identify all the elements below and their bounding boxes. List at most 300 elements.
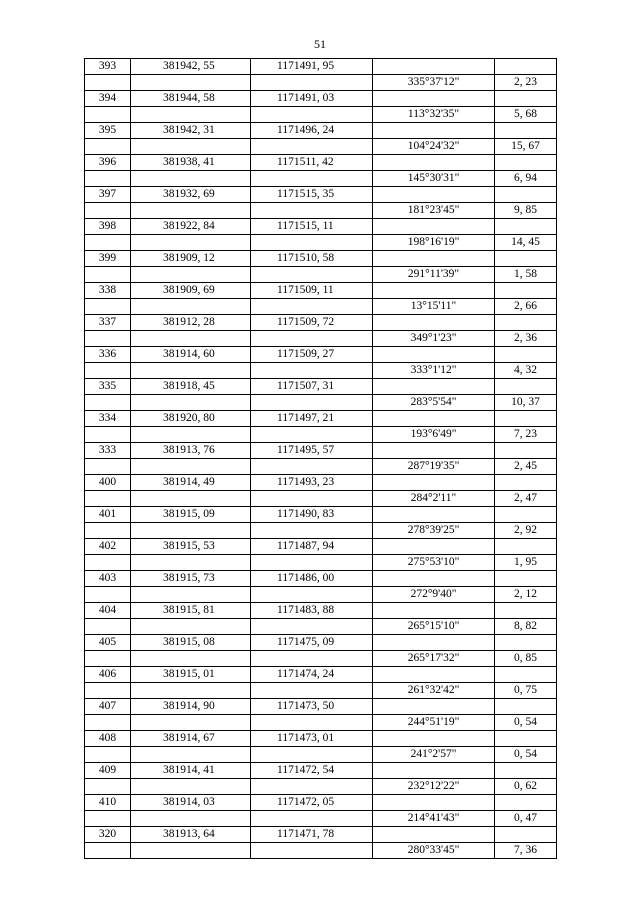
- direction-angle: 13°15'11": [373, 299, 495, 315]
- empty-cell: [85, 523, 131, 539]
- empty-cell: [495, 699, 557, 715]
- segment-length: 6, 94: [495, 171, 557, 187]
- coordinate-x: 381914, 41: [131, 763, 251, 779]
- empty-cell: [131, 555, 251, 571]
- empty-cell: [373, 379, 495, 395]
- coordinate-y: 1171509, 72: [251, 315, 373, 331]
- empty-cell: [131, 491, 251, 507]
- point-number: 401: [85, 507, 131, 523]
- direction-angle: 261°32'42": [373, 683, 495, 699]
- segment-row: [85, 203, 557, 219]
- segment-row: [85, 75, 557, 91]
- direction-angle: 280°33'45": [373, 843, 495, 859]
- segment-row: [85, 683, 557, 699]
- coordinate-y: 1171515, 35: [251, 187, 373, 203]
- empty-cell: [131, 395, 251, 411]
- empty-cell: [373, 763, 495, 779]
- empty-cell: [251, 235, 373, 251]
- coordinate-x: 381918, 45: [131, 379, 251, 395]
- segment-length: 10, 37: [495, 395, 557, 411]
- empty-cell: [373, 187, 495, 203]
- point-row: [85, 155, 557, 171]
- empty-cell: [373, 59, 495, 75]
- direction-angle: 104°24'32": [373, 139, 495, 155]
- empty-cell: [373, 155, 495, 171]
- empty-cell: [495, 379, 557, 395]
- segment-row: [85, 491, 557, 507]
- coordinate-x: 381912, 28: [131, 315, 251, 331]
- empty-cell: [85, 619, 131, 635]
- point-row: [85, 635, 557, 651]
- empty-cell: [495, 571, 557, 587]
- empty-cell: [495, 155, 557, 171]
- segment-row: [85, 395, 557, 411]
- empty-cell: [131, 619, 251, 635]
- empty-cell: [373, 443, 495, 459]
- empty-cell: [251, 843, 373, 859]
- direction-angle: 265°17'32": [373, 651, 495, 667]
- coordinate-x: 381914, 03: [131, 795, 251, 811]
- segment-length: 9, 85: [495, 203, 557, 219]
- coordinate-x: 381914, 60: [131, 347, 251, 363]
- segment-length: 1, 95: [495, 555, 557, 571]
- point-row: [85, 667, 557, 683]
- point-number: 409: [85, 763, 131, 779]
- empty-cell: [495, 347, 557, 363]
- empty-cell: [131, 843, 251, 859]
- empty-cell: [85, 203, 131, 219]
- coordinate-x: 381914, 90: [131, 699, 251, 715]
- empty-cell: [131, 587, 251, 603]
- empty-cell: [85, 683, 131, 699]
- coordinates-table: [84, 58, 557, 859]
- segment-row: [85, 427, 557, 443]
- segment-row: [85, 555, 557, 571]
- direction-angle: 241°2'57": [373, 747, 495, 763]
- segment-row: [85, 747, 557, 763]
- point-row: [85, 251, 557, 267]
- point-row: [85, 827, 557, 843]
- empty-cell: [251, 811, 373, 827]
- empty-cell: [373, 539, 495, 555]
- empty-cell: [85, 75, 131, 91]
- empty-cell: [251, 715, 373, 731]
- coordinate-y: 1171509, 11: [251, 283, 373, 299]
- empty-cell: [85, 747, 131, 763]
- empty-cell: [131, 523, 251, 539]
- segment-row: [85, 171, 557, 187]
- segment-row: [85, 619, 557, 635]
- coordinates-table-body: [85, 59, 557, 859]
- segment-length: 15, 67: [495, 139, 557, 155]
- coordinate-x: 381914, 67: [131, 731, 251, 747]
- empty-cell: [373, 219, 495, 235]
- coordinate-x: 381915, 81: [131, 603, 251, 619]
- coordinate-y: 1171473, 50: [251, 699, 373, 715]
- empty-cell: [85, 491, 131, 507]
- empty-cell: [373, 283, 495, 299]
- direction-angle: 244°51'19": [373, 715, 495, 731]
- empty-cell: [495, 443, 557, 459]
- direction-angle: 284°2'11": [373, 491, 495, 507]
- segment-length: 4, 32: [495, 363, 557, 379]
- empty-cell: [131, 331, 251, 347]
- point-number: 405: [85, 635, 131, 651]
- point-number: 410: [85, 795, 131, 811]
- coordinate-x: 381909, 12: [131, 251, 251, 267]
- point-row: [85, 411, 557, 427]
- empty-cell: [85, 779, 131, 795]
- segment-length: 2, 23: [495, 75, 557, 91]
- segment-length: 1, 58: [495, 267, 557, 283]
- empty-cell: [251, 75, 373, 91]
- coordinate-y: 1171491, 95: [251, 59, 373, 75]
- empty-cell: [85, 107, 131, 123]
- empty-cell: [85, 331, 131, 347]
- empty-cell: [251, 459, 373, 475]
- empty-cell: [85, 299, 131, 315]
- empty-cell: [85, 139, 131, 155]
- point-row: [85, 187, 557, 203]
- empty-cell: [251, 171, 373, 187]
- empty-cell: [495, 59, 557, 75]
- empty-cell: [85, 587, 131, 603]
- coordinate-x: 381944, 58: [131, 91, 251, 107]
- point-number: 399: [85, 251, 131, 267]
- point-row: [85, 795, 557, 811]
- direction-angle: 113°32'35": [373, 107, 495, 123]
- coordinate-y: 1171493, 23: [251, 475, 373, 491]
- point-row: [85, 699, 557, 715]
- point-number: 395: [85, 123, 131, 139]
- point-number: 394: [85, 91, 131, 107]
- empty-cell: [131, 139, 251, 155]
- segment-row: [85, 651, 557, 667]
- empty-cell: [131, 267, 251, 283]
- direction-angle: 287°19'35": [373, 459, 495, 475]
- empty-cell: [251, 619, 373, 635]
- empty-cell: [251, 139, 373, 155]
- empty-cell: [85, 555, 131, 571]
- empty-cell: [373, 347, 495, 363]
- segment-row: [85, 139, 557, 155]
- segment-length: 14, 45: [495, 235, 557, 251]
- empty-cell: [495, 507, 557, 523]
- empty-cell: [373, 411, 495, 427]
- empty-cell: [495, 283, 557, 299]
- empty-cell: [373, 571, 495, 587]
- empty-cell: [131, 747, 251, 763]
- coordinate-y: 1171473, 01: [251, 731, 373, 747]
- empty-cell: [251, 203, 373, 219]
- coordinate-y: 1171475, 09: [251, 635, 373, 651]
- empty-cell: [373, 507, 495, 523]
- empty-cell: [495, 123, 557, 139]
- empty-cell: [495, 667, 557, 683]
- empty-cell: [495, 219, 557, 235]
- point-row: [85, 763, 557, 779]
- empty-cell: [85, 843, 131, 859]
- segment-row: [85, 331, 557, 347]
- empty-cell: [131, 715, 251, 731]
- empty-cell: [131, 235, 251, 251]
- empty-cell: [251, 523, 373, 539]
- segment-length: 7, 23: [495, 427, 557, 443]
- segment-length: 7, 36: [495, 843, 557, 859]
- direction-angle: 145°30'31": [373, 171, 495, 187]
- direction-angle: 272°9'40": [373, 587, 495, 603]
- empty-cell: [495, 603, 557, 619]
- coordinate-y: 1171507, 31: [251, 379, 373, 395]
- coordinate-y: 1171495, 57: [251, 443, 373, 459]
- empty-cell: [251, 491, 373, 507]
- point-number: 403: [85, 571, 131, 587]
- empty-cell: [85, 171, 131, 187]
- point-row: [85, 731, 557, 747]
- empty-cell: [495, 475, 557, 491]
- segment-length: 0, 62: [495, 779, 557, 795]
- empty-cell: [131, 363, 251, 379]
- empty-cell: [85, 427, 131, 443]
- segment-length: 2, 66: [495, 299, 557, 315]
- empty-cell: [85, 811, 131, 827]
- segment-row: [85, 299, 557, 315]
- point-number: 396: [85, 155, 131, 171]
- point-row: [85, 443, 557, 459]
- segment-length: 2, 92: [495, 523, 557, 539]
- empty-cell: [495, 91, 557, 107]
- coordinate-x: 381920, 80: [131, 411, 251, 427]
- empty-cell: [131, 651, 251, 667]
- coordinate-y: 1171472, 54: [251, 763, 373, 779]
- point-number: 398: [85, 219, 131, 235]
- point-number: 336: [85, 347, 131, 363]
- segment-row: [85, 587, 557, 603]
- coordinate-x: 381938, 41: [131, 155, 251, 171]
- coordinate-x: 381915, 08: [131, 635, 251, 651]
- empty-cell: [251, 587, 373, 603]
- segment-length: 2, 47: [495, 491, 557, 507]
- point-number: 397: [85, 187, 131, 203]
- empty-cell: [131, 107, 251, 123]
- point-number: 393: [85, 59, 131, 75]
- empty-cell: [373, 603, 495, 619]
- empty-cell: [85, 715, 131, 731]
- empty-cell: [495, 795, 557, 811]
- empty-cell: [251, 683, 373, 699]
- empty-cell: [251, 395, 373, 411]
- empty-cell: [251, 299, 373, 315]
- point-number: 333: [85, 443, 131, 459]
- empty-cell: [495, 411, 557, 427]
- empty-cell: [251, 555, 373, 571]
- coordinate-x: 381909, 69: [131, 283, 251, 299]
- coordinate-x: 381915, 01: [131, 667, 251, 683]
- empty-cell: [85, 267, 131, 283]
- empty-cell: [251, 107, 373, 123]
- empty-cell: [85, 395, 131, 411]
- segment-length: 2, 36: [495, 331, 557, 347]
- direction-angle: 193°6'49": [373, 427, 495, 443]
- empty-cell: [131, 779, 251, 795]
- point-number: 320: [85, 827, 131, 843]
- empty-cell: [495, 731, 557, 747]
- empty-cell: [131, 203, 251, 219]
- coordinate-y: 1171486, 00: [251, 571, 373, 587]
- point-row: [85, 571, 557, 587]
- point-row: [85, 603, 557, 619]
- direction-angle: 333°1'12": [373, 363, 495, 379]
- point-row: [85, 475, 557, 491]
- direction-angle: 278°39'25": [373, 523, 495, 539]
- direction-angle: 275°53'10": [373, 555, 495, 571]
- coordinate-x: 381913, 64: [131, 827, 251, 843]
- point-number: 334: [85, 411, 131, 427]
- direction-angle: 291°11'39": [373, 267, 495, 283]
- coordinate-y: 1171483, 88: [251, 603, 373, 619]
- empty-cell: [373, 123, 495, 139]
- segment-row: [85, 715, 557, 731]
- direction-angle: 265°15'10": [373, 619, 495, 635]
- direction-angle: 283°5'54": [373, 395, 495, 411]
- coordinate-y: 1171487, 94: [251, 539, 373, 555]
- segment-length: 0, 47: [495, 811, 557, 827]
- empty-cell: [131, 459, 251, 475]
- empty-cell: [373, 91, 495, 107]
- empty-cell: [373, 315, 495, 331]
- point-row: [85, 91, 557, 107]
- coordinate-y: 1171515, 11: [251, 219, 373, 235]
- point-row: [85, 59, 557, 75]
- empty-cell: [373, 251, 495, 267]
- coordinate-y: 1171497, 21: [251, 411, 373, 427]
- coordinate-x: 381942, 31: [131, 123, 251, 139]
- point-row: [85, 539, 557, 555]
- point-row: [85, 347, 557, 363]
- empty-cell: [251, 363, 373, 379]
- empty-cell: [373, 667, 495, 683]
- empty-cell: [495, 187, 557, 203]
- empty-cell: [251, 651, 373, 667]
- empty-cell: [85, 235, 131, 251]
- empty-cell: [85, 651, 131, 667]
- coordinate-x: 381915, 53: [131, 539, 251, 555]
- segment-row: [85, 523, 557, 539]
- empty-cell: [495, 315, 557, 331]
- empty-cell: [251, 779, 373, 795]
- segment-length: 2, 45: [495, 459, 557, 475]
- segment-length: 0, 85: [495, 651, 557, 667]
- empty-cell: [131, 299, 251, 315]
- point-row: [85, 379, 557, 395]
- direction-angle: 198°16'19": [373, 235, 495, 251]
- segment-row: [85, 811, 557, 827]
- coordinate-x: 381913, 76: [131, 443, 251, 459]
- coordinate-x: 381942, 55: [131, 59, 251, 75]
- empty-cell: [373, 827, 495, 843]
- empty-cell: [495, 763, 557, 779]
- coordinate-y: 1171510, 58: [251, 251, 373, 267]
- empty-cell: [131, 683, 251, 699]
- segment-length: 2, 12: [495, 587, 557, 603]
- empty-cell: [251, 331, 373, 347]
- empty-cell: [373, 731, 495, 747]
- segment-length: 8, 82: [495, 619, 557, 635]
- empty-cell: [373, 475, 495, 491]
- segment-row: [85, 363, 557, 379]
- empty-cell: [373, 635, 495, 651]
- coordinate-y: 1171491, 03: [251, 91, 373, 107]
- segment-row: [85, 459, 557, 475]
- direction-angle: 232°12'22": [373, 779, 495, 795]
- empty-cell: [495, 827, 557, 843]
- empty-cell: [495, 251, 557, 267]
- page-number: 51: [314, 37, 326, 51]
- empty-cell: [373, 795, 495, 811]
- coordinate-y: 1171511, 42: [251, 155, 373, 171]
- point-number: 402: [85, 539, 131, 555]
- coordinate-x: 381932, 69: [131, 187, 251, 203]
- empty-cell: [373, 699, 495, 715]
- coordinate-x: 381915, 73: [131, 571, 251, 587]
- point-number: 335: [85, 379, 131, 395]
- empty-cell: [85, 459, 131, 475]
- coordinate-y: 1171471, 78: [251, 827, 373, 843]
- coordinate-y: 1171472, 05: [251, 795, 373, 811]
- point-number: 337: [85, 315, 131, 331]
- empty-cell: [131, 171, 251, 187]
- direction-angle: 181°23'45": [373, 203, 495, 219]
- point-number: 404: [85, 603, 131, 619]
- coordinate-y: 1171509, 27: [251, 347, 373, 363]
- empty-cell: [251, 747, 373, 763]
- point-number: 407: [85, 699, 131, 715]
- empty-cell: [85, 363, 131, 379]
- empty-cell: [495, 635, 557, 651]
- coordinate-y: 1171496, 24: [251, 123, 373, 139]
- empty-cell: [495, 539, 557, 555]
- segment-row: [85, 267, 557, 283]
- direction-angle: 214°41'43": [373, 811, 495, 827]
- segment-row: [85, 107, 557, 123]
- segment-row: [85, 235, 557, 251]
- direction-angle: 349°1'23": [373, 331, 495, 347]
- point-row: [85, 283, 557, 299]
- coordinate-x: 381915, 09: [131, 507, 251, 523]
- empty-cell: [251, 427, 373, 443]
- coordinate-y: 1171490, 83: [251, 507, 373, 523]
- point-row: [85, 219, 557, 235]
- empty-cell: [131, 75, 251, 91]
- point-row: [85, 507, 557, 523]
- point-number: 400: [85, 475, 131, 491]
- point-row: [85, 123, 557, 139]
- coordinate-x: 381922, 84: [131, 219, 251, 235]
- segment-row: [85, 843, 557, 859]
- direction-angle: 335°37'12": [373, 75, 495, 91]
- segment-length: 0, 54: [495, 715, 557, 731]
- segment-length: 0, 75: [495, 683, 557, 699]
- empty-cell: [131, 427, 251, 443]
- point-row: [85, 315, 557, 331]
- point-number: 338: [85, 283, 131, 299]
- empty-cell: [131, 811, 251, 827]
- segment-row: [85, 779, 557, 795]
- point-number: 406: [85, 667, 131, 683]
- point-number: 408: [85, 731, 131, 747]
- segment-length: 5, 68: [495, 107, 557, 123]
- coordinate-x: 381914, 49: [131, 475, 251, 491]
